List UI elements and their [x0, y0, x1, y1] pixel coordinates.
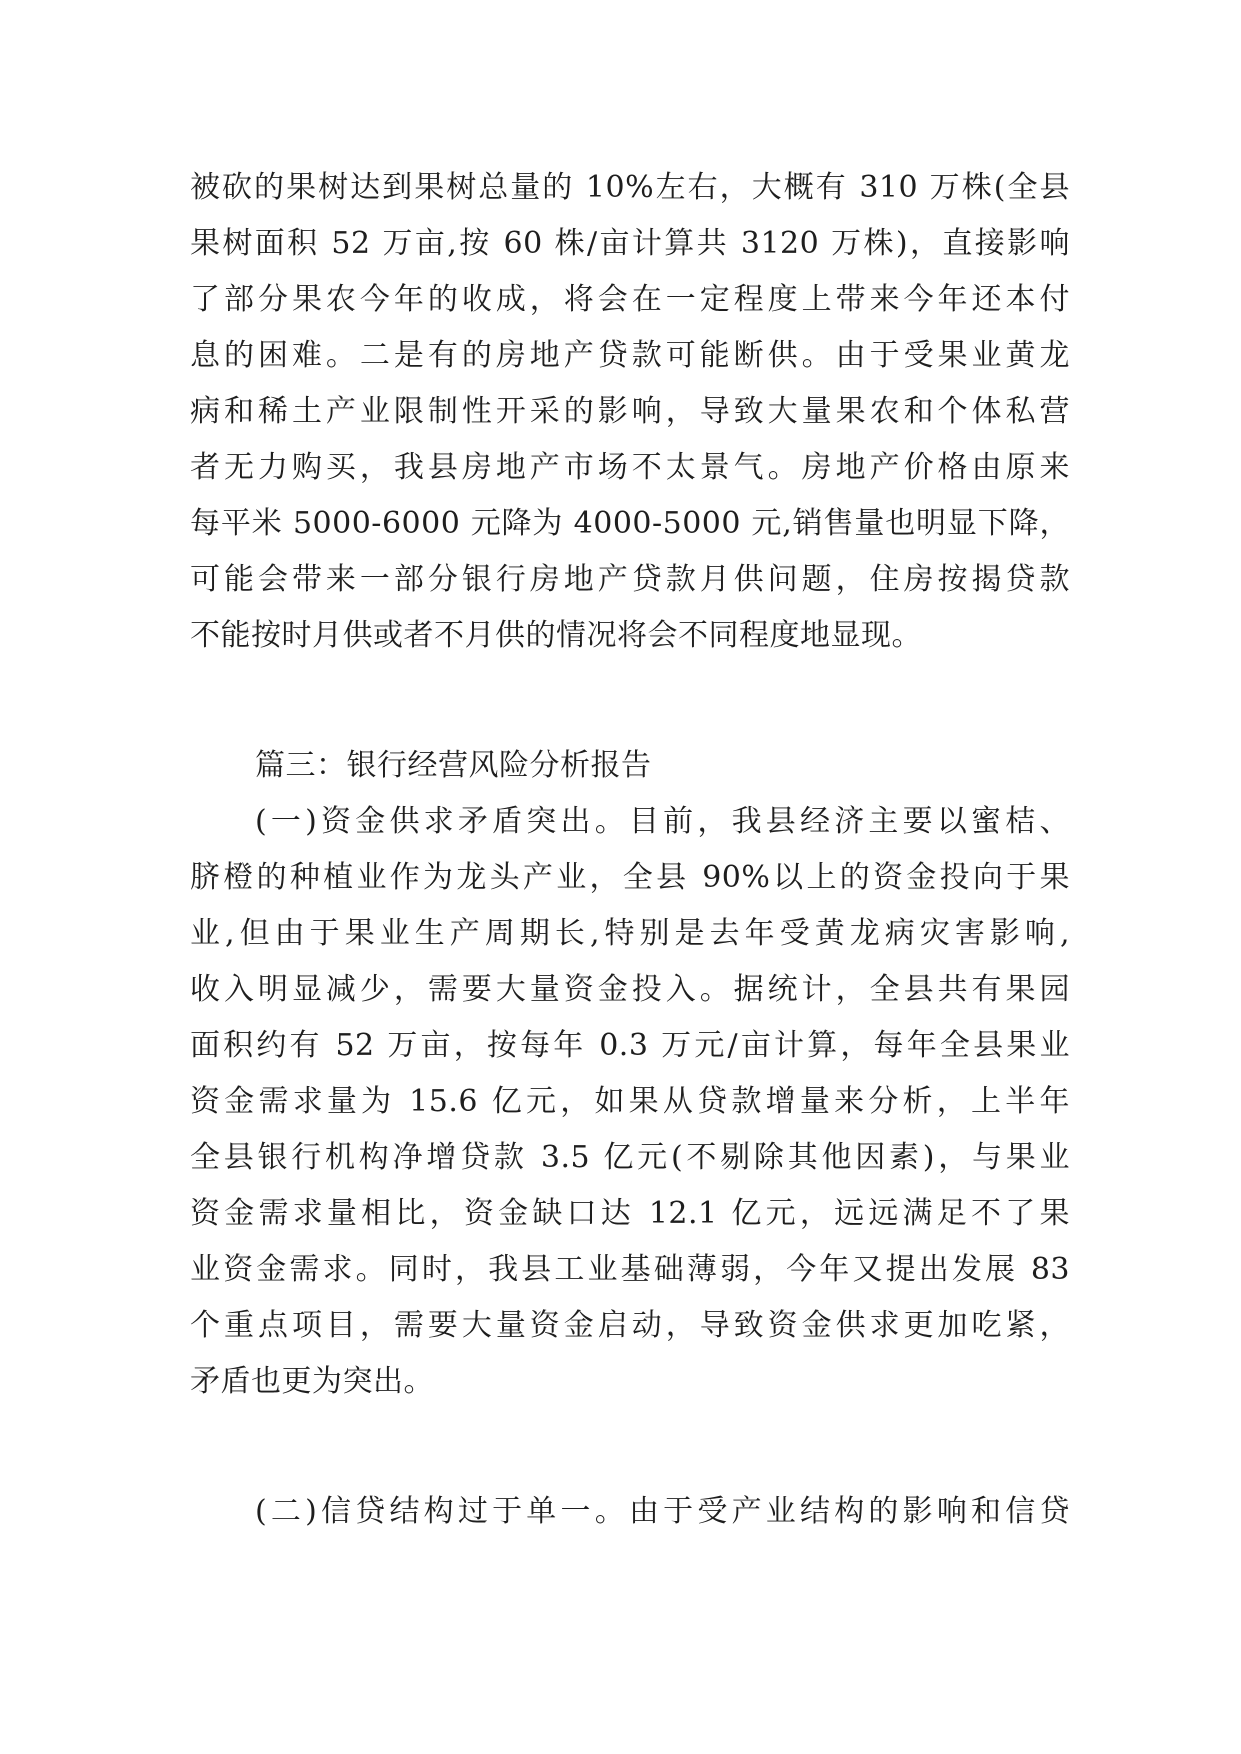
body-text-line: 者无力购买，我县房地产市场不太景气。房地产价格由原来 [190, 450, 1070, 485]
body-text-line: 业,但由于果业生产周期长,特别是去年受黄龙病灾害影响, [190, 916, 1070, 951]
body-text-line: 全县银行机构净增贷款 3.5 亿元(不剔除其他因素)，与果业 [190, 1140, 1070, 1175]
body-text-line: 个重点项目，需要大量资金启动，导致资金供求更加吃紧， [190, 1308, 1070, 1343]
body-text-line: (一)资金供求矛盾突出。目前，我县经济主要以蜜桔、 [255, 804, 1070, 839]
body-text-line: 息的困难。二是有的房地产贷款可能断供。由于受果业黄龙 [190, 338, 1070, 373]
body-text-line: 了部分果农今年的收成，将会在一定程度上带来今年还本付 [190, 282, 1070, 317]
section-title: 篇三：银行经营风险分析报告 [255, 748, 652, 783]
body-text-line: 每平米 5000-6000 元降为 4000-5000 元,销售量也明显下降， [190, 506, 1070, 541]
body-text-line: 被砍的果树达到果树总量的 10%左右，大概有 310 万株(全县 [190, 170, 1070, 205]
body-text-line: 可能会带来一部分银行房地产贷款月供问题，住房按揭贷款 [190, 562, 1070, 597]
body-text-line: 资金需求量相比，资金缺口达 12.1 亿元，远远满足不了果 [190, 1196, 1070, 1231]
body-text-line: 果树面积 52 万亩,按 60 株/亩计算共 3120 万株)，直接影响 [190, 226, 1070, 261]
body-text-line: 矛盾也更为突出。 [190, 1364, 434, 1399]
body-text-line: 病和稀土产业限制性开采的影响，导致大量果农和个体私营 [190, 394, 1070, 429]
body-text-line: 不能按时月供或者不月供的情况将会不同程度地显现。 [190, 618, 922, 653]
body-text-line: 脐橙的种植业作为龙头产业，全县 90%以上的资金投向于果 [190, 860, 1070, 895]
body-text-line: 业资金需求。同时，我县工业基础薄弱，今年又提出发展 83 [190, 1252, 1070, 1287]
body-text-line: 资金需求量为 15.6 亿元，如果从贷款增量来分析，上半年 [190, 1084, 1070, 1119]
body-text-line: 面积约有 52 万亩，按每年 0.3 万元/亩计算，每年全县果业 [190, 1028, 1070, 1063]
body-text-line: (二)信贷结构过于单一。由于受产业结构的影响和信贷 [255, 1494, 1070, 1529]
body-text-line: 收入明显减少，需要大量资金投入。据统计，全县共有果园 [190, 972, 1070, 1007]
